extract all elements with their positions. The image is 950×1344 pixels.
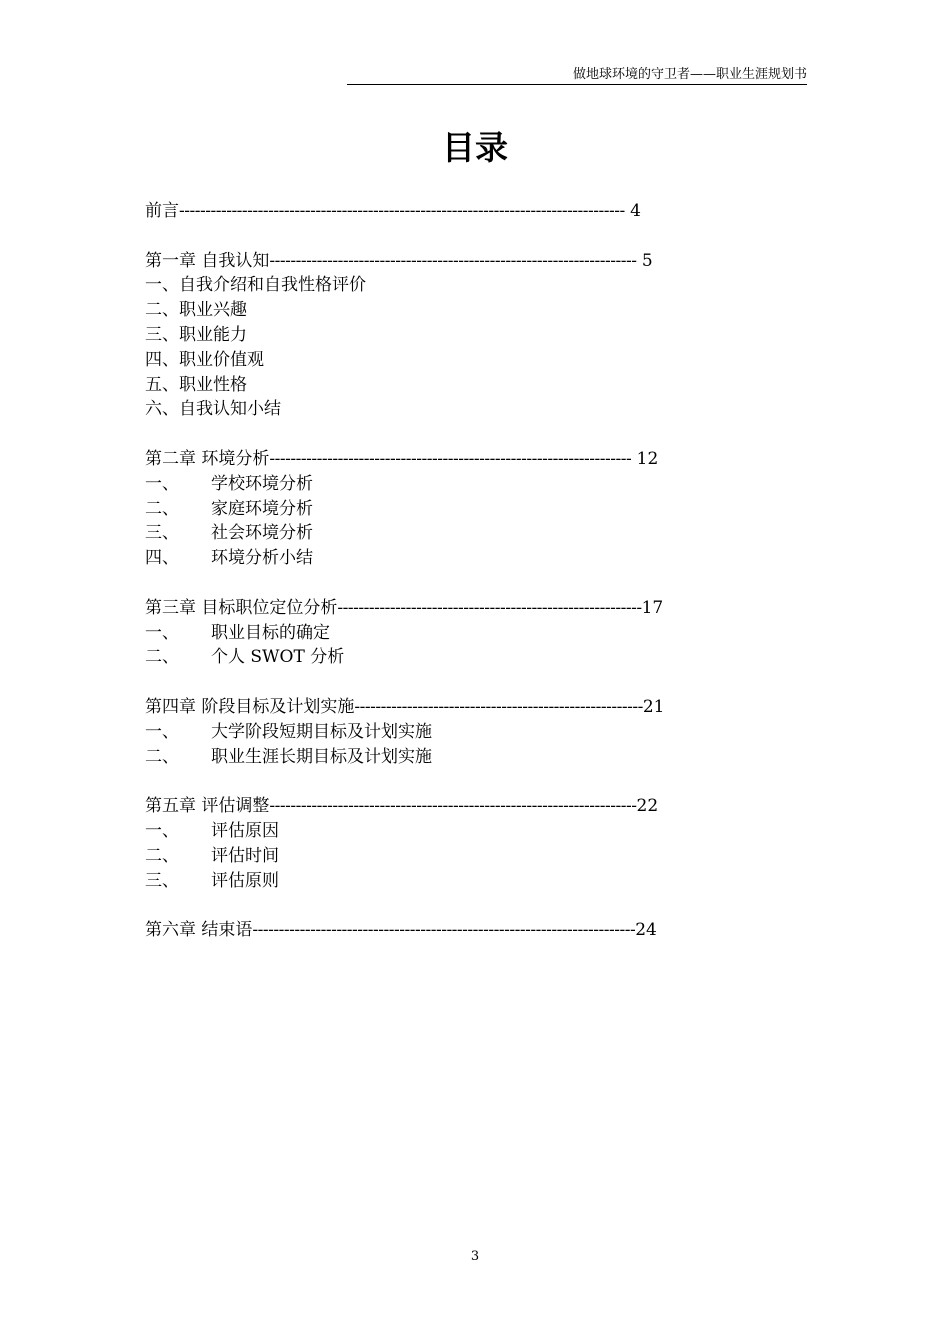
toc-subentry-text: 环境分析小结 <box>211 548 313 569</box>
toc-page-number: 21 <box>642 696 665 717</box>
toc-subentry[interactable] <box>145 819 785 844</box>
toc-subentry[interactable] <box>145 472 785 497</box>
toc-subentry-text: 评估原则 <box>211 870 279 891</box>
toc-subentry[interactable] <box>145 521 785 546</box>
toc-leader: ------------------------------------------------------- <box>354 696 643 717</box>
toc-subentry[interactable] <box>145 745 785 770</box>
toc-subentry-text: 评估时间 <box>211 845 279 866</box>
toc-subentry-text: 职业目标的确定 <box>211 622 330 643</box>
toc-entry-chapter-2[interactable] <box>145 447 785 472</box>
toc-page-number: 22 <box>636 796 659 817</box>
toc-leader: --------------------------------------------------------------------- <box>269 448 632 469</box>
toc-subentry[interactable] <box>145 869 785 894</box>
toc-subentry[interactable]: 一、自我介绍和自我性格评价 <box>145 275 366 296</box>
toc-leader: ------------------------------------------------------------------------- <box>252 920 636 941</box>
toc-entry-preface[interactable] <box>145 199 785 224</box>
toc-entry-title: 第五章 评估调整 <box>145 796 270 817</box>
toc-leader: ---------------------------------------------------------- <box>337 597 642 618</box>
toc-subentry-text: 个人 SWOT 分析 <box>211 647 345 668</box>
toc-subentry-text: 家庭环境分析 <box>211 498 313 519</box>
toc-entry-chapter-4[interactable] <box>145 695 785 720</box>
toc-subentry-text: 社会环境分析 <box>211 523 313 544</box>
toc-subentry-number: 四、 <box>145 548 179 569</box>
toc-page-number: 4 <box>624 201 641 221</box>
toc-subentry[interactable]: 四、职业价值观 <box>145 349 264 370</box>
toc-subentry-number: 一、 <box>145 622 179 643</box>
toc-subentry-number: 二、 <box>145 746 179 767</box>
toc-subentry[interactable] <box>145 621 785 646</box>
toc-leader: ---------------------------------------------------------------------- <box>269 250 637 271</box>
toc-subentry[interactable]: 二、职业兴趣 <box>145 300 247 321</box>
toc-subentry[interactable]: 五、职业性格 <box>145 374 247 395</box>
toc-subentry-text: 评估原因 <box>211 820 279 841</box>
toc-subentry[interactable] <box>145 497 785 522</box>
toc-entry-title: 第三章 目标职位定位分析 <box>145 597 338 618</box>
page-title: 目录 <box>442 128 508 167</box>
toc-subentry-number: 二、 <box>145 498 179 519</box>
toc-leader: ---------------------------------------------------------------------- <box>269 796 637 817</box>
toc-entry-title: 第一章 自我认知 <box>145 250 270 271</box>
toc-subentry-text: 职业生涯长期目标及计划实施 <box>211 746 432 767</box>
toc-subentry-number: 一、 <box>145 820 179 841</box>
toc-subentry-text: 大学阶段短期目标及计划实施 <box>211 721 432 742</box>
toc-leader: ------------------------------------------------------------------------------------- <box>179 201 625 221</box>
toc-subentry[interactable]: 六、自我认知小结 <box>145 399 281 420</box>
toc-page-number: 12 <box>631 448 659 469</box>
toc-subentry-number: 三、 <box>145 870 179 891</box>
toc-subentry-text: 学校环境分析 <box>211 473 313 494</box>
running-header-text: 做地球环境的守卫者——职业生涯规划书 <box>572 67 807 82</box>
toc-subentry-number: 一、 <box>145 473 179 494</box>
toc-entry-title: 前言 <box>145 201 179 221</box>
toc-page-number: 24 <box>635 920 657 941</box>
toc-subentry-number: 二、 <box>145 845 179 866</box>
toc-page-number: 17 <box>641 597 664 618</box>
toc-subentry[interactable] <box>145 546 785 571</box>
toc-subentry-number: 三、 <box>145 523 179 544</box>
toc-entry-chapter-6[interactable] <box>145 918 785 943</box>
toc-entry-title: 第六章 结束语 <box>145 920 253 941</box>
toc-entry-chapter-1[interactable] <box>145 249 785 274</box>
toc-entry-title: 第四章 阶段目标及计划实施 <box>145 696 355 717</box>
table-of-contents <box>145 199 785 943</box>
toc-entry-chapter-3[interactable] <box>145 596 785 621</box>
toc-entry-chapter-5[interactable] <box>145 794 785 819</box>
running-header <box>347 66 807 85</box>
toc-subentry[interactable]: 三、职业能力 <box>145 324 247 345</box>
page-number: 3 <box>470 1249 480 1264</box>
toc-subentry-number: 二、 <box>145 647 179 668</box>
toc-entry-title: 第二章 环境分析 <box>145 448 270 469</box>
toc-subentry-number: 一、 <box>145 721 179 742</box>
toc-subentry[interactable] <box>145 844 785 869</box>
toc-page-number: 5 <box>636 250 653 271</box>
toc-subentry[interactable] <box>145 720 785 745</box>
toc-subentry[interactable] <box>145 645 785 670</box>
